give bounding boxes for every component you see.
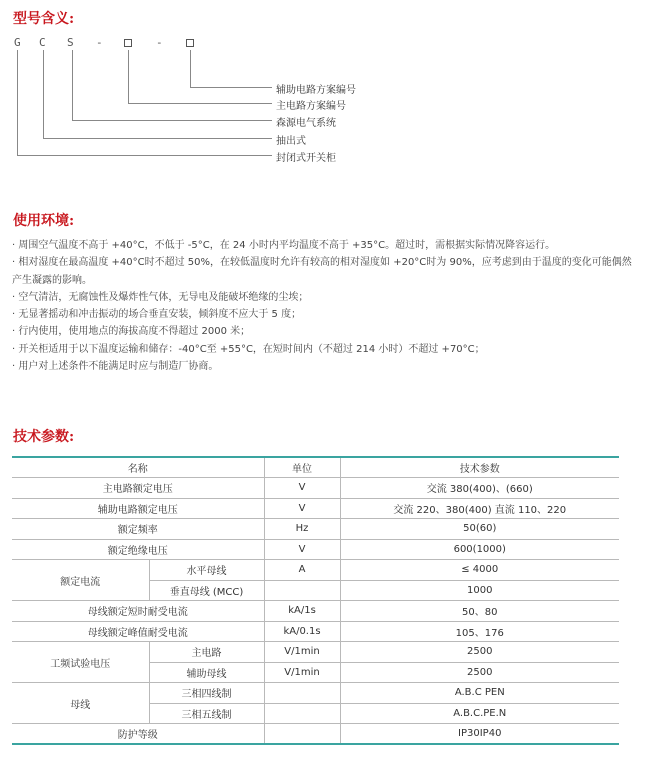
cell-value: 50(60) [340,519,619,540]
cell-unit: kA/1s [264,601,340,622]
code-dash-2: - [156,36,163,49]
label-enclosed: 封闭式开关柜 [276,153,336,164]
table-row [12,642,619,663]
cell-name: 辅助电路额定电压 [12,498,264,519]
cell-value: IP30IP40 [340,724,619,745]
code-letter-s: S [67,36,74,49]
label-main-circuit: 主电路方案编号 [276,101,346,112]
cell-value: 50、80 [340,601,619,622]
cell-unit: A [264,560,340,581]
cell-unit [264,724,340,745]
label-aux-circuit: 辅助电路方案编号 [276,85,356,96]
environment-section-title: 使用环境: [13,213,75,229]
cell-value: 2500 [340,642,619,663]
list-item: · 空气清洁，无腐蚀性及爆炸性气体，无导电及能破坏绝缘的尘埃； [12,291,309,303]
cell-value: 600(1000) [340,539,619,560]
cell-unit [264,580,340,601]
connector-line [43,138,272,139]
table-row [12,539,619,560]
cell-sub: 辅助母线 [149,662,264,683]
cell-sub: 主电路 [149,642,264,663]
table-row [12,724,619,745]
cell-value: A.B.C PEN [340,683,619,704]
table-row [12,601,619,622]
connector-line [72,120,272,121]
cell-sub: 三相四线制 [149,683,264,704]
cell-unit: V [264,498,340,519]
code-dash-1: - [96,36,103,49]
cell-value: 105、176 [340,621,619,642]
cell-name: 额定频率 [12,519,264,540]
cell-name: 母线额定短时耐受电流 [12,601,264,622]
cell-value: 交流 220、380(400) 直流 110、220 [340,498,619,519]
cell-name: 主电路额定电压 [12,478,264,499]
code-box-aux [186,39,194,47]
cell-unit [264,683,340,704]
cell-value: A.B.C.PE.N [340,703,619,724]
list-item: · 周围空气温度不高于 +40°C，不低于 -5°C，在 24 小时内平均温度不高于 +35°C。超过时，需根据实际情况降容运行。 [12,240,556,251]
connector-line [72,50,73,121]
connector-line [190,50,191,88]
table-header-row [12,457,619,478]
table-row [12,519,619,540]
cell-name: 母线额定峰值耐受电流 [12,621,264,642]
cell-unit [264,703,340,724]
cell-unit: V [264,478,340,499]
connector-line [17,50,18,156]
code-box-main [124,39,132,47]
table-row [12,621,619,642]
cell-sub: 垂直母线 (MCC) [149,580,264,601]
cell-unit: V/1min [264,662,340,683]
header-name: 名称 [12,457,264,478]
cell-sub: 三相五线制 [149,703,264,724]
cell-name: 防护等级 [12,724,264,745]
table-row [12,498,619,519]
list-item: · 开关柜适用于以下温度运输和储存：-40°C至 +55°C，在短时间内（不超过 214 小时）不超过 +70°C； [12,343,485,355]
environment-list [12,237,638,375]
table-row [12,560,619,581]
cell-group: 额定电流 [12,560,149,601]
tech-section-title: 技术参数: [13,429,75,445]
label-drawout: 抽出式 [276,136,306,147]
cell-group: 工频试验电压 [12,642,149,683]
list-item: · 无显著摇动和冲击振动的场合垂直安装，倾斜度不应大于 5 度； [12,309,302,321]
cell-value: 1000 [340,580,619,601]
cell-value: ≤ 4000 [340,560,619,581]
list-item: · 行内使用，使用地点的海拔高度不得超过 2000 米； [12,326,251,338]
cell-value: 交流 380(400)、(660) [340,478,619,499]
connector-line [128,103,272,104]
cell-group: 母线 [12,683,149,724]
code-letter-g: G [14,36,21,49]
connector-line [17,155,272,156]
table-row [12,683,619,704]
table-row [12,478,619,499]
tech-spec-table [12,456,619,745]
cell-unit: V [264,539,340,560]
model-section-title: 型号含义: [13,11,75,27]
connector-line [128,50,129,104]
cell-value: 2500 [340,662,619,683]
header-unit: 单位 [264,457,340,478]
connector-line [190,87,272,88]
header-value: 技术参数 [340,457,619,478]
cell-name: 额定绝缘电压 [12,539,264,560]
list-item: · 相对湿度在最高温度 +40°C时不超过 50%，在较低温度时允许有较高的相对湿度如 +20°C时为 90%，应考虑到由于温度的变化可能偶然产生凝露的影响。 [12,257,632,286]
label-system: 森源电气系统 [276,118,336,129]
cell-unit: V/1min [264,642,340,663]
code-letter-c: C [39,36,46,49]
cell-unit: Hz [264,519,340,540]
cell-sub: 水平母线 [149,560,264,581]
connector-line [43,50,44,139]
list-item: · 用户对上述条件不能满足时应与制造厂协商。 [12,361,219,373]
cell-unit: kA/0.1s [264,621,340,642]
